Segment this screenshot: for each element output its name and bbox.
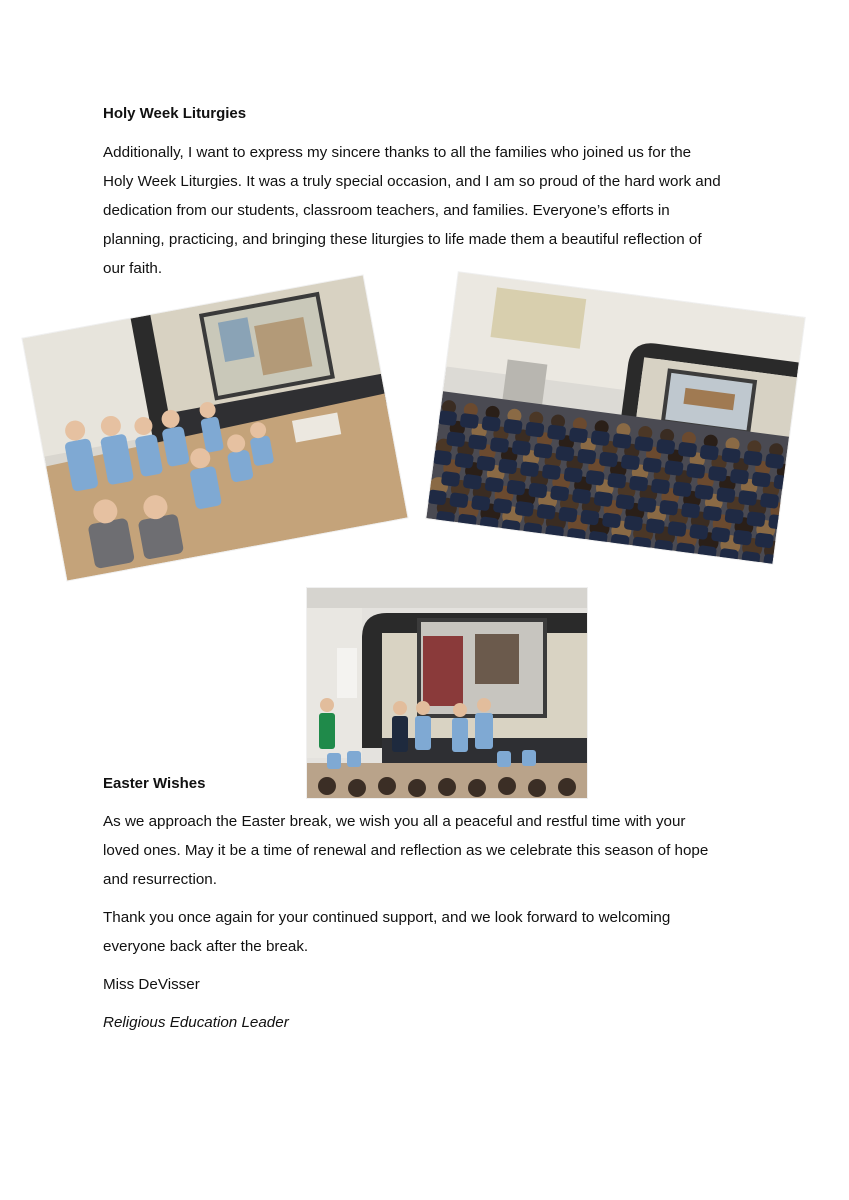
paragraph-line: planning, practicing, and bringing these liturgies to life made them a beautiful reflection of <box>103 231 702 248</box>
paragraph-line: As we approach the Easter break, we wish you all a peaceful and restful time with your <box>103 813 686 830</box>
paragraph-line: Thank you once again for your continued support, and we look forward to welcoming <box>103 909 671 926</box>
paragraph-line: Additionally, I want to express my sincere thanks to all the families who joined us for the <box>103 144 692 161</box>
holy-week-paragraph <box>103 138 753 283</box>
section-heading-easter-wishes: Easter Wishes <box>103 775 206 792</box>
thank-you-paragraph <box>103 903 753 961</box>
section-heading-holy-week: Holy Week Liturgies <box>103 105 247 122</box>
liturgy-photo-1 <box>22 276 407 581</box>
paragraph-line: Holy Week Liturgies. It was a truly special occasion, and I am so proud of the hard work and <box>103 173 721 190</box>
easter-wishes-paragraph <box>103 807 753 894</box>
paragraph-line: everyone back after the break. <box>103 938 309 955</box>
liturgy-photo-2 <box>426 272 804 563</box>
paragraph-line: loved ones. May it be a time of renewal and reflection as we celebrate this season of hope <box>103 842 709 859</box>
liturgy-photo-3 <box>307 588 587 798</box>
paragraph-line: our faith. <box>103 260 163 277</box>
signature-title: Religious Education Leader <box>103 1014 289 1031</box>
paragraph-line: dedication from our students, classroom teachers, and families. Everyone’s efforts in <box>103 202 670 219</box>
paragraph-line: and resurrection. <box>103 871 217 888</box>
signature-name: Miss DeVisser <box>103 976 200 993</box>
